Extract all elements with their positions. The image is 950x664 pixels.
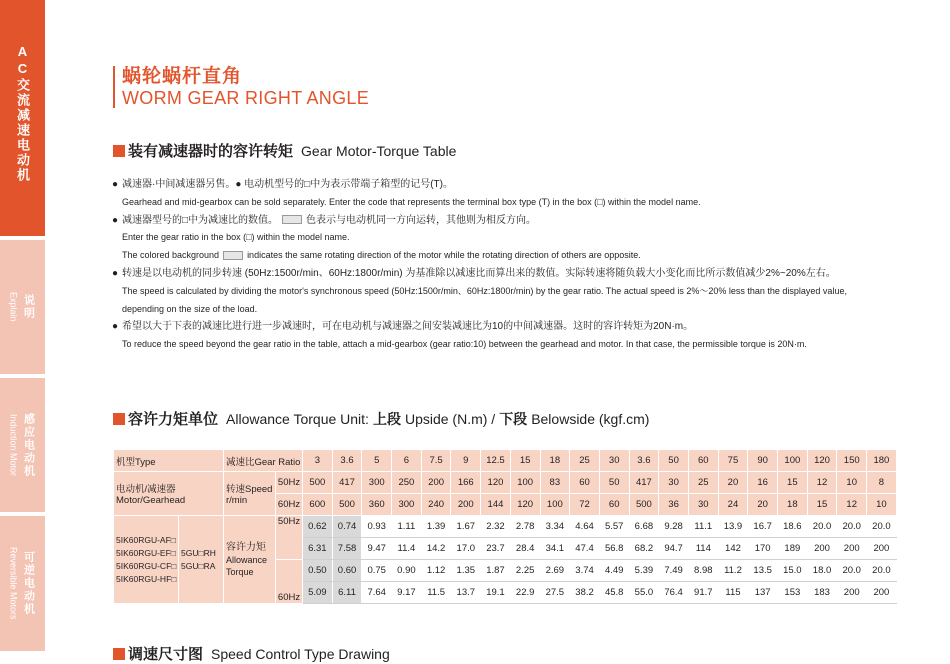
speed-50hz-cell: 100 <box>510 472 540 494</box>
gearhead-name: 5GU□RH <box>181 547 216 558</box>
speed-60hz-cell: 100 <box>540 494 570 516</box>
torque-table <box>113 449 897 604</box>
note-text-en-part: The colored background <box>122 250 220 261</box>
note-text-en: To reduce the speed beyond the gear ratio in the table, attach a mid-gearbox (gear ratio:10) between the gearhead and motor. In that case, the permissible torque is 20N·m. <box>122 339 807 350</box>
gear-ratio-cell: 120 <box>807 450 837 472</box>
note-text-cn: 减速器·中间减速器另售。● 电动机型号的□中为表示带端子箱型的记号(T)。 <box>122 179 453 190</box>
torque-value-cell: 183 <box>807 582 837 604</box>
note-text-en-part: indicates the same rotating direction of the motor while the rotating direction of others are opposite. <box>247 250 641 261</box>
torque-value-cell: 200 <box>837 538 867 560</box>
speed-50hz-cell: 8 <box>867 472 897 494</box>
frequency-50hz: 50Hz <box>276 472 303 494</box>
gear-ratio-cell: 180 <box>867 450 897 472</box>
sidebar-tab-label: 感应电动机 <box>22 412 35 478</box>
upside-label-en: Upside (N.m) / <box>404 410 496 427</box>
bullet-icon: ● <box>112 321 119 333</box>
speed-50hz-cell: 166 <box>451 472 481 494</box>
speed-60hz-cell: 500 <box>332 494 362 516</box>
torque-value-cell: 17.0 <box>451 538 481 560</box>
speed-60hz-cell: 300 <box>392 494 422 516</box>
table-row <box>114 450 897 472</box>
torque-value-cell: 13.5 <box>748 560 778 582</box>
torque-value-cell: 23.7 <box>481 538 511 560</box>
square-bullet-icon <box>113 145 125 157</box>
torque-value-cell: 0.60 <box>332 560 362 582</box>
gearhead-name: 5GU□RA <box>181 560 216 571</box>
note-text-cn: 色表示与电动机同一方向运转，其他则为相反方向。 <box>306 214 537 226</box>
note-text-cn: 减速器型号的□中为减速比的数值。 <box>122 214 279 226</box>
model-name: 5IK60RGU-CF□ <box>116 560 177 571</box>
note-text-en <box>112 247 902 265</box>
sidebar-tab-label: AC交流减速电动机 <box>15 44 30 183</box>
model-name: 5IK60RGU-EF□ <box>116 547 176 558</box>
frequency-60hz: 60Hz <box>276 494 303 516</box>
note-text-en: Enter the gear ratio in the box (□) within the model name. <box>122 232 350 243</box>
section-heading-drawing <box>113 643 390 664</box>
gear-ratio-cell: 75 <box>718 450 748 472</box>
torque-value-cell: 5.39 <box>629 560 659 582</box>
torque-value-cell: 0.50 <box>303 560 333 582</box>
speed-60hz-cell: 600 <box>303 494 333 516</box>
torque-value-cell: 20.0 <box>867 560 897 582</box>
speed-50hz-cell: 500 <box>303 472 333 494</box>
note-item <box>112 318 902 336</box>
gear-ratio-cell: 25 <box>570 450 600 472</box>
speed-50hz-cell: 15 <box>778 472 808 494</box>
gear-ratio-cell: 6 <box>392 450 422 472</box>
torque-value-cell: 189 <box>778 538 808 560</box>
section-heading-allowance-torque <box>113 408 649 429</box>
model-header-en: Motor/Gearhead <box>116 495 186 506</box>
torque-value-cell: 7.49 <box>659 560 689 582</box>
torque-value-cell: 18.6 <box>778 516 808 538</box>
torque-value-cell: 47.4 <box>570 538 600 560</box>
speed-50hz-cell: 30 <box>659 472 689 494</box>
gear-ratio-cell: 60 <box>688 450 718 472</box>
torque-value-cell: 0.90 <box>392 560 422 582</box>
torque-value-cell: 45.8 <box>599 582 629 604</box>
speed-50hz-cell: 25 <box>688 472 718 494</box>
torque-value-cell: 0.62 <box>303 516 333 538</box>
model-name: 5IK60RGU-AF□ <box>116 534 176 545</box>
model-name: 5IK60RGU-HF□ <box>116 573 177 584</box>
torque-value-cell: 0.74 <box>332 516 362 538</box>
gear-ratio-cell: 5 <box>362 450 392 472</box>
speed-60hz-cell: 36 <box>659 494 689 516</box>
table-row <box>114 472 897 494</box>
model-type-header: 机型Type <box>114 450 224 472</box>
color-swatch-icon <box>223 251 243 260</box>
sidebar-tab-label: 说明 <box>22 294 35 320</box>
torque-label-cn: 容许力矩 <box>226 541 266 553</box>
torque-label-en: Allowance <box>226 554 268 565</box>
torque-value-cell: 4.49 <box>599 560 629 582</box>
section-title-en: Speed Control Type Drawing <box>211 645 390 662</box>
torque-value-cell: 1.12 <box>421 560 451 582</box>
page-title-cn: 蜗轮蜗杆直角 <box>122 66 243 87</box>
torque-value-cell: 1.67 <box>451 516 481 538</box>
speed-50hz-cell: 20 <box>718 472 748 494</box>
gear-ratio-header: 减速比Gear Ratio <box>224 450 303 472</box>
note-text-cn: 希望以大于下表的减速比进行进一步减速时，可在电动机与减速器之间安装减速比为10的中间减速器。这时的容许转矩为20N·m。 <box>122 321 694 333</box>
gear-ratio-cell: 150 <box>837 450 867 472</box>
torque-value-cell: 0.93 <box>362 516 392 538</box>
torque-value-cell: 9.47 <box>362 538 392 560</box>
torque-value-cell: 1.39 <box>421 516 451 538</box>
speed-label: 转速Speed <box>226 484 273 495</box>
speed-50hz-cell: 16 <box>748 472 778 494</box>
torque-value-cell: 55.0 <box>629 582 659 604</box>
torque-value-cell: 6.31 <box>303 538 333 560</box>
torque-value-cell: 1.11 <box>392 516 422 538</box>
color-swatch-icon <box>282 215 302 224</box>
speed-60hz-cell: 15 <box>807 494 837 516</box>
torque-value-cell: 34.1 <box>540 538 570 560</box>
speed-60hz-cell: 240 <box>421 494 451 516</box>
torque-value-cell: 19.1 <box>481 582 511 604</box>
torque-value-cell: 114 <box>688 538 718 560</box>
gear-ratio-cell: 3.6 <box>332 450 362 472</box>
torque-table-body <box>114 450 897 604</box>
torque-value-cell: 4.64 <box>570 516 600 538</box>
sidebar-tab-sublabel: Explain <box>8 292 19 322</box>
torque-value-cell: 200 <box>867 538 897 560</box>
torque-value-cell: 5.09 <box>303 582 333 604</box>
torque-value-cell: 115 <box>718 582 748 604</box>
torque-value-cell: 14.2 <box>421 538 451 560</box>
gear-ratio-cell: 100 <box>778 450 808 472</box>
section-title-en: Allowance Torque Unit: <box>226 410 369 427</box>
torque-value-cell: 200 <box>807 538 837 560</box>
torque-value-cell: 170 <box>748 538 778 560</box>
note-text-en: depending on the size of the load. <box>122 303 258 314</box>
page-title <box>113 66 369 108</box>
torque-value-cell: 28.4 <box>510 538 540 560</box>
sidebar-tab-sublabel: Reversible Motors <box>8 547 19 620</box>
torque-value-cell: 200 <box>867 582 897 604</box>
square-bullet-icon <box>113 413 125 425</box>
section-title-cn: 容许力矩单位 <box>128 411 219 428</box>
torque-value-cell: 20.0 <box>837 560 867 582</box>
torque-value-cell: 11.1 <box>688 516 718 538</box>
speed-60hz-cell: 360 <box>362 494 392 516</box>
torque-value-cell: 5.57 <box>599 516 629 538</box>
gear-ratio-cell: 3 <box>303 450 333 472</box>
torque-value-cell: 2.78 <box>510 516 540 538</box>
page-title-en: WORM GEAR RIGHT ANGLE <box>122 88 369 108</box>
speed-60hz-cell: 12 <box>837 494 867 516</box>
torque-value-cell: 16.7 <box>748 516 778 538</box>
section-title-en: Gear Motor-Torque Table <box>301 142 457 159</box>
model-list <box>114 516 179 604</box>
model-header <box>114 472 224 516</box>
torque-value-cell: 11.2 <box>718 560 748 582</box>
torque-value-cell: 68.2 <box>629 538 659 560</box>
bullet-icon: ● <box>112 214 119 226</box>
upside-label-cn: 上段 <box>372 410 401 427</box>
speed-60hz-cell: 120 <box>510 494 540 516</box>
torque-value-cell: 15.0 <box>778 560 808 582</box>
speed-60hz-cell: 500 <box>629 494 659 516</box>
torque-value-cell: 20.0 <box>867 516 897 538</box>
note-text-en: The speed is calculated by dividing the motor's synchronous speed (50Hz:1500r/min、60Hz:1800r/min) by the gear ratio. The actual speed is 2%～20% less than the displayed value, <box>122 285 847 296</box>
notes-list <box>112 176 902 354</box>
sidebar-tab-label: 可逆电动机 <box>22 551 35 616</box>
torque-value-cell: 2.25 <box>510 560 540 582</box>
speed-60hz-cell: 10 <box>867 494 897 516</box>
torque-label-en: Torque <box>226 566 254 577</box>
torque-value-cell: 3.34 <box>540 516 570 538</box>
torque-value-cell: 56.8 <box>599 538 629 560</box>
torque-value-cell: 11.5 <box>421 582 451 604</box>
torque-value-cell: 9.28 <box>659 516 689 538</box>
speed-50hz-cell: 12 <box>807 472 837 494</box>
bullet-icon: ● <box>112 179 119 190</box>
torque-value-cell: 18.0 <box>807 560 837 582</box>
section-heading-torque-table <box>113 140 456 161</box>
note-item <box>112 212 902 230</box>
sidebar-tab-explain[interactable] <box>0 240 45 374</box>
torque-value-cell: 22.9 <box>510 582 540 604</box>
sidebar <box>0 0 45 651</box>
table-row <box>114 516 897 538</box>
gear-ratio-cell: 7.5 <box>421 450 451 472</box>
torque-value-cell: 3.74 <box>570 560 600 582</box>
sidebar-tab-sublabel: Induction Motor <box>8 413 19 477</box>
gear-ratio-cell: 50 <box>659 450 689 472</box>
speed-60hz-cell: 24 <box>718 494 748 516</box>
speed-50hz-cell: 417 <box>629 472 659 494</box>
sidebar-tab-induction-motor[interactable] <box>0 378 45 512</box>
note-item <box>112 265 902 283</box>
belowside-label-en: Belowside (kgf.cm) <box>531 410 650 427</box>
torque-header <box>224 516 276 604</box>
speed-60hz-cell: 18 <box>778 494 808 516</box>
speed-header <box>224 472 276 516</box>
speed-50hz-cell: 300 <box>362 472 392 494</box>
note-item <box>112 176 902 194</box>
speed-50hz-cell: 250 <box>392 472 422 494</box>
note-text-en: Gearhead and mid-gearbox can be sold separately. Enter the code that represents the terminal box type (T) in the box (□) within the model name. <box>122 196 701 207</box>
gearhead-list <box>179 516 224 604</box>
torque-value-cell: 1.35 <box>451 560 481 582</box>
note-text-cn: 转速是以电动机的同步转速 (50Hz:1500r/min、60Hz:1800r/min) 为基准除以减速比而算出来的数值。实际转速将随负载大小变化而比所示数值减少2%~20%左右。 <box>122 267 836 279</box>
torque-value-cell: 2.32 <box>481 516 511 538</box>
sidebar-tab-ac-motor[interactable] <box>0 0 45 236</box>
torque-value-cell: 7.64 <box>362 582 392 604</box>
speed-50hz-cell: 10 <box>837 472 867 494</box>
torque-value-cell: 7.58 <box>332 538 362 560</box>
torque-value-cell: 11.4 <box>392 538 422 560</box>
torque-value-cell: 153 <box>778 582 808 604</box>
speed-50hz-cell: 417 <box>332 472 362 494</box>
torque-value-cell: 200 <box>837 582 867 604</box>
speed-50hz-cell: 200 <box>421 472 451 494</box>
torque-value-cell: 2.69 <box>540 560 570 582</box>
torque-value-cell: 1.87 <box>481 560 511 582</box>
torque-value-cell: 27.5 <box>540 582 570 604</box>
torque-value-cell: 20.0 <box>807 516 837 538</box>
section-title-cn: 装有减速器时的容许转矩 <box>128 143 294 160</box>
speed-60hz-cell: 144 <box>481 494 511 516</box>
speed-60hz-cell: 20 <box>748 494 778 516</box>
torque-value-cell: 91.7 <box>688 582 718 604</box>
torque-value-cell: 9.17 <box>392 582 422 604</box>
gear-ratio-cell: 15 <box>510 450 540 472</box>
gear-ratio-cell: 30 <box>599 450 629 472</box>
section-title-cn: 调速尺寸图 <box>128 646 204 663</box>
gear-ratio-cell: 9 <box>451 450 481 472</box>
square-bullet-icon <box>113 648 125 660</box>
speed-50hz-cell: 120 <box>481 472 511 494</box>
belowside-label-cn: 下段 <box>499 410 528 427</box>
gear-ratio-cell: 90 <box>748 450 778 472</box>
model-header-cn: 电动机/减速器 <box>116 484 176 495</box>
torque-value-cell: 13.9 <box>718 516 748 538</box>
speed-60hz-cell: 60 <box>599 494 629 516</box>
gear-ratio-cell: 12.5 <box>481 450 511 472</box>
speed-60hz-cell: 30 <box>688 494 718 516</box>
torque-value-cell: 38.2 <box>570 582 600 604</box>
speed-50hz-cell: 50 <box>599 472 629 494</box>
speed-unit: r/min <box>226 495 248 506</box>
torque-value-cell: 76.4 <box>659 582 689 604</box>
torque-value-cell: 142 <box>718 538 748 560</box>
torque-value-cell: 6.68 <box>629 516 659 538</box>
torque-value-cell: 13.7 <box>451 582 481 604</box>
frequency-label: 50Hz <box>276 516 303 560</box>
torque-value-cell: 20.0 <box>837 516 867 538</box>
speed-60hz-cell: 72 <box>570 494 600 516</box>
torque-value-cell: 8.98 <box>688 560 718 582</box>
speed-50hz-cell: 83 <box>540 472 570 494</box>
torque-value-cell: 137 <box>748 582 778 604</box>
gear-ratio-cell: 3.6 <box>629 450 659 472</box>
frequency-label: 60Hz <box>276 560 303 604</box>
torque-value-cell: 0.75 <box>362 560 392 582</box>
torque-value-cell: 6.11 <box>332 582 362 604</box>
gear-ratio-cell: 18 <box>540 450 570 472</box>
sidebar-tab-reversible-motors[interactable] <box>0 516 45 651</box>
torque-value-cell: 94.7 <box>659 538 689 560</box>
speed-60hz-cell: 200 <box>451 494 481 516</box>
speed-50hz-cell: 60 <box>570 472 600 494</box>
bullet-icon: ● <box>112 267 119 279</box>
